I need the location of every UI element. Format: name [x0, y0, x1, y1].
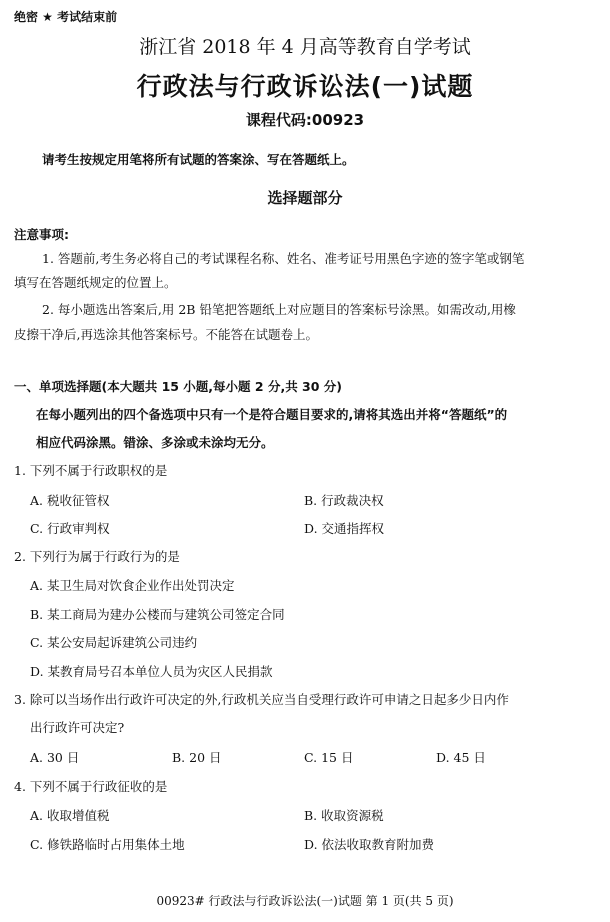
- question-4-option-c: C. 修铁路临时占用集体土地: [30, 837, 185, 852]
- part1-desc-line-2: 相应代码涂黑。错涂、多涂或未涂均无分。: [36, 435, 274, 450]
- question-2-stem: 2. 下列行为属于行政行为的是: [14, 549, 180, 564]
- question-3-option-b: B. 20 日: [172, 750, 222, 765]
- question-1-option-c: C. 行政审判权: [30, 521, 110, 536]
- question-3-stem-line-2: 出行政许可决定?: [30, 720, 125, 735]
- question-1-option-b: B. 行政裁决权: [304, 493, 384, 508]
- section-title: 选择题部分: [267, 189, 343, 207]
- exam-name: 浙江省 2018 年 4 月高等教育自学考试: [139, 36, 471, 58]
- question-2-option-c: C. 某公安局起诉建筑公司违约: [30, 635, 198, 650]
- part1-desc-line-1: 在每小题列出的四个备选项中只有一个是符合题目要求的,请将其选出并将“答题纸”的: [36, 407, 508, 422]
- question-1-option-d: D. 交通指挥权: [304, 521, 385, 536]
- general-instruction: 请考生按规定用笔将所有试题的答案涂、写在答题纸上。: [42, 152, 355, 167]
- question-2-option-a: A. 某卫生局对饮食企业作出处罚决定: [30, 578, 235, 593]
- question-4-stem: 4. 下列不属于行政征收的是: [14, 779, 168, 794]
- question-1-stem: 1. 下列不属于行政职权的是: [14, 463, 168, 478]
- question-2-option-d: D. 某教育局号召本单位人员为灾区人民捐款: [30, 664, 273, 679]
- notes-item-2-line-2: 皮擦干净后,再选涂其他答案标号。不能答在试题卷上。: [14, 327, 318, 342]
- page-footer: 00923# 行政法与行政诉讼法(一)试题 第 1 页(共 5 页): [156, 894, 454, 908]
- question-4-option-b: B. 收取资源税: [304, 808, 384, 823]
- notes-item-1-line-1: 1. 答题前,考生务必将自己的考试课程名称、姓名、准考证号用黑色字迹的签字笔或钢笔: [42, 251, 525, 266]
- question-4-option-a: A. 收取增值税: [30, 808, 110, 823]
- question-3-stem-line-1: 3. 除可以当场作出行政许可决定的外,行政机关应当自受理行政许可申请之日起多少日内作: [14, 692, 509, 707]
- notes-item-1-line-2: 填写在答题纸规定的位置上。: [14, 275, 177, 290]
- secret-mark: 绝密 ★ 考试结束前: [14, 10, 118, 24]
- question-4-option-d: D. 依法收取教育附加费: [304, 837, 435, 852]
- part1-heading: 一、单项选择题(本大题共 15 小题,每小题 2 分,共 30 分): [14, 379, 343, 394]
- notes-item-2-line-1: 2. 每小题选出答案后,用 2B 铅笔把答题纸上对应题目的答案标号涂黑。如需改动,用橡: [42, 302, 516, 317]
- course-code: 课程代码:00923: [245, 111, 365, 129]
- question-1-option-a: A. 税收征管权: [30, 493, 110, 508]
- notes-title: 注意事项:: [14, 227, 69, 242]
- question-2-option-b: B. 某工商局为建办公楼而与建筑公司签定合同: [30, 607, 285, 622]
- question-3-option-d: D. 45 日: [436, 750, 486, 765]
- question-3-option-a: A. 30 日: [30, 750, 80, 765]
- paper-title: 行政法与行政诉讼法(一)试题: [136, 72, 474, 101]
- question-3-option-c: C. 15 日: [304, 750, 354, 765]
